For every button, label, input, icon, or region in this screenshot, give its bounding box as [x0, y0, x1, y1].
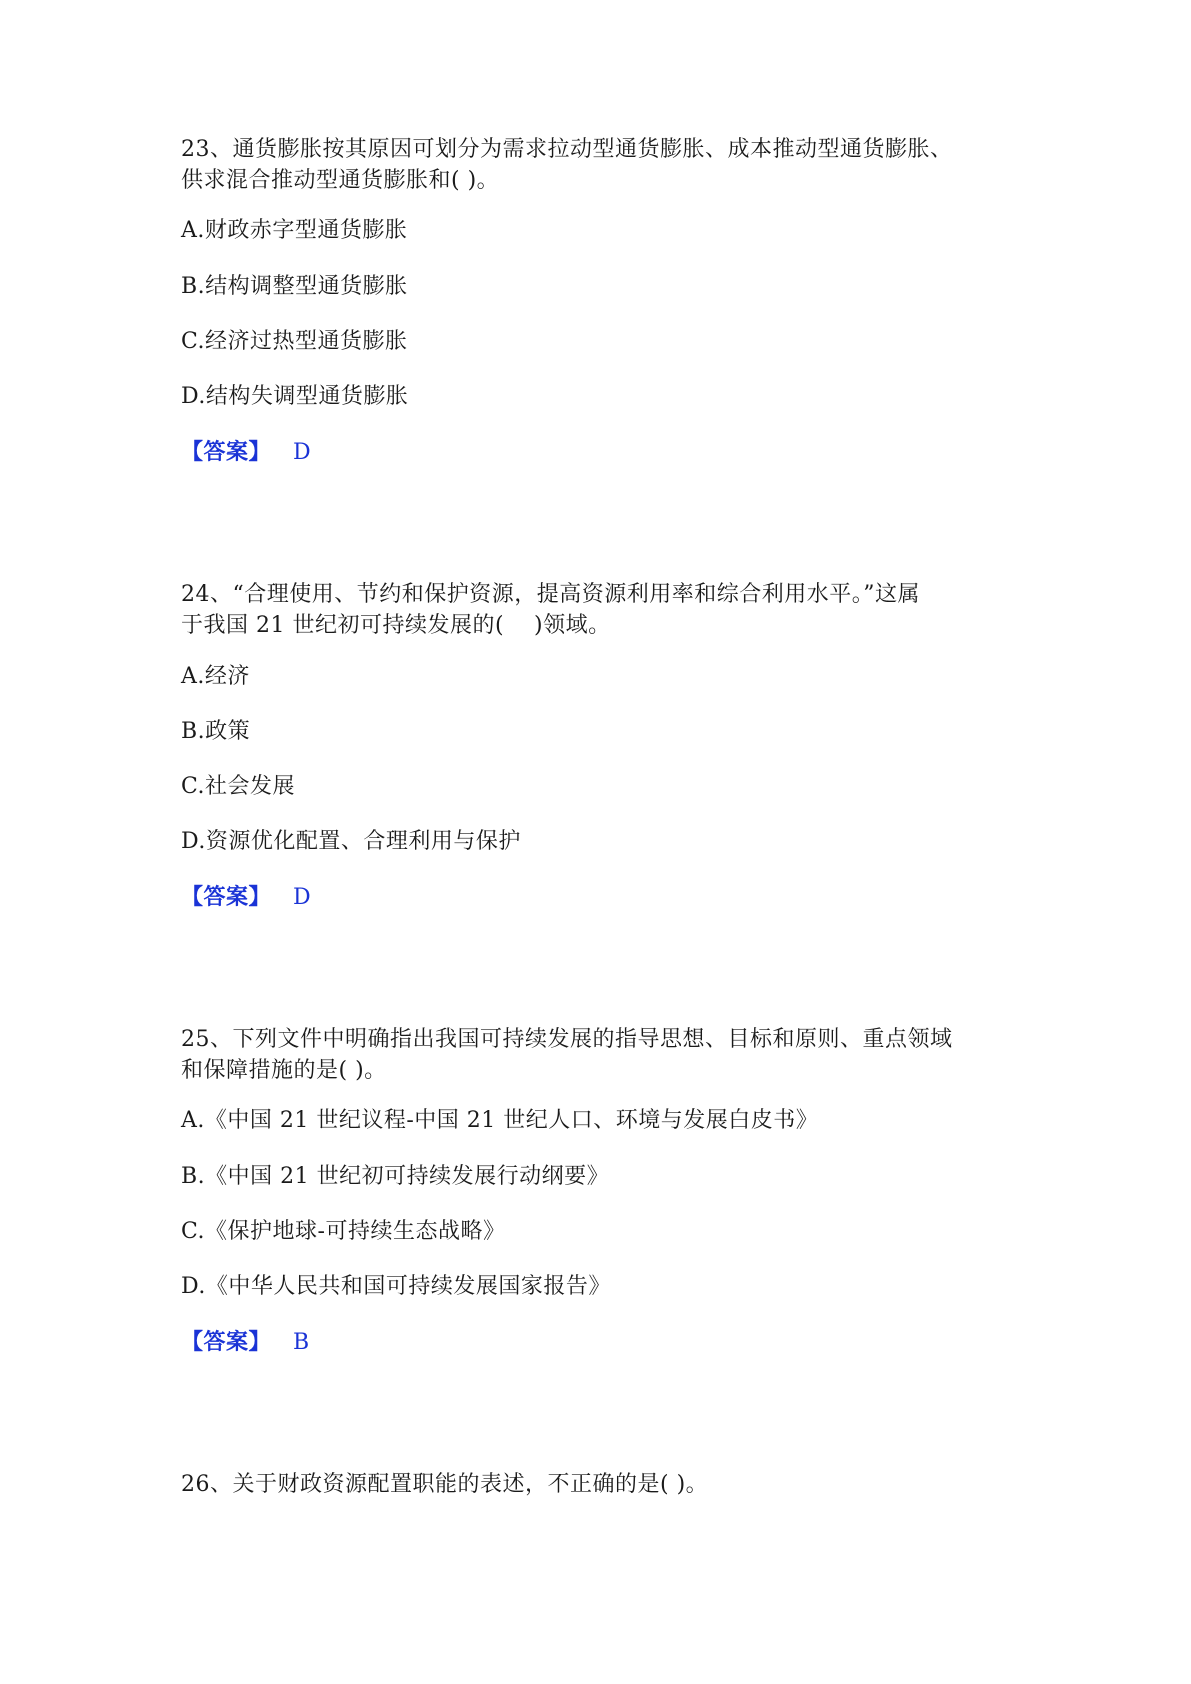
question-24-option-c: C.社会发展	[181, 774, 296, 799]
question-25-option-a: A.《中国 21 世纪议程-中国 21 世纪人口、环境与发展白皮书》	[181, 1108, 819, 1133]
question-23-stem-line-1: 23、通货膨胀按其原因可划分为需求拉动型通货膨胀、成本推动型通货膨胀、	[181, 137, 953, 162]
question-24-stem-line-1: 24、“合理使用、节约和保护资源，提高资源利用率和综合利用水平。”这属	[181, 582, 920, 607]
question-23-answer	[181, 437, 311, 468]
question-24-answer	[181, 882, 311, 913]
question-25-answer	[181, 1327, 310, 1358]
question-24-option-a: A.经济	[181, 664, 250, 689]
answer-label: 【答案】	[181, 1329, 272, 1355]
question-24-option-d: D.资源优化配置、合理利用与保护	[181, 829, 521, 854]
question-25-option-d: D.《中华人民共和国可持续发展国家报告》	[181, 1274, 611, 1299]
answer-label: 【答案】	[181, 439, 272, 465]
question-23-option-c: C.经济过热型通货膨胀	[181, 329, 408, 354]
question-23-option-a: A.财政赤字型通货膨胀	[181, 218, 408, 243]
answer-value: B	[293, 1330, 310, 1355]
question-24-option-b: B.政策	[181, 719, 251, 744]
question-23-stem-line-2: 供求混合推动型通货膨胀和( )。	[181, 168, 500, 193]
question-26-stem-line-1: 26、关于财政资源配置职能的表述，不正确的是( )。	[181, 1472, 709, 1497]
question-24-stem-line-2: 于我国 21 世纪初可持续发展的( )领域。	[181, 613, 611, 638]
question-25-option-c: C.《保护地球-可持续生态战略》	[181, 1219, 506, 1244]
question-23-option-b: B.结构调整型通货膨胀	[181, 274, 408, 299]
answer-value: D	[293, 885, 312, 910]
question-25-stem-line-2: 和保障措施的是( )。	[181, 1058, 387, 1083]
question-23-option-d: D.结构失调型通货膨胀	[181, 384, 409, 409]
answer-label: 【答案】	[181, 884, 272, 910]
answer-value: D	[293, 440, 312, 465]
question-25-option-b: B.《中国 21 世纪初可持续发展行动纲要》	[181, 1164, 610, 1189]
question-25-stem-line-1: 25、下列文件中明确指出我国可持续发展的指导思想、目标和原则、重点领域	[181, 1027, 953, 1052]
